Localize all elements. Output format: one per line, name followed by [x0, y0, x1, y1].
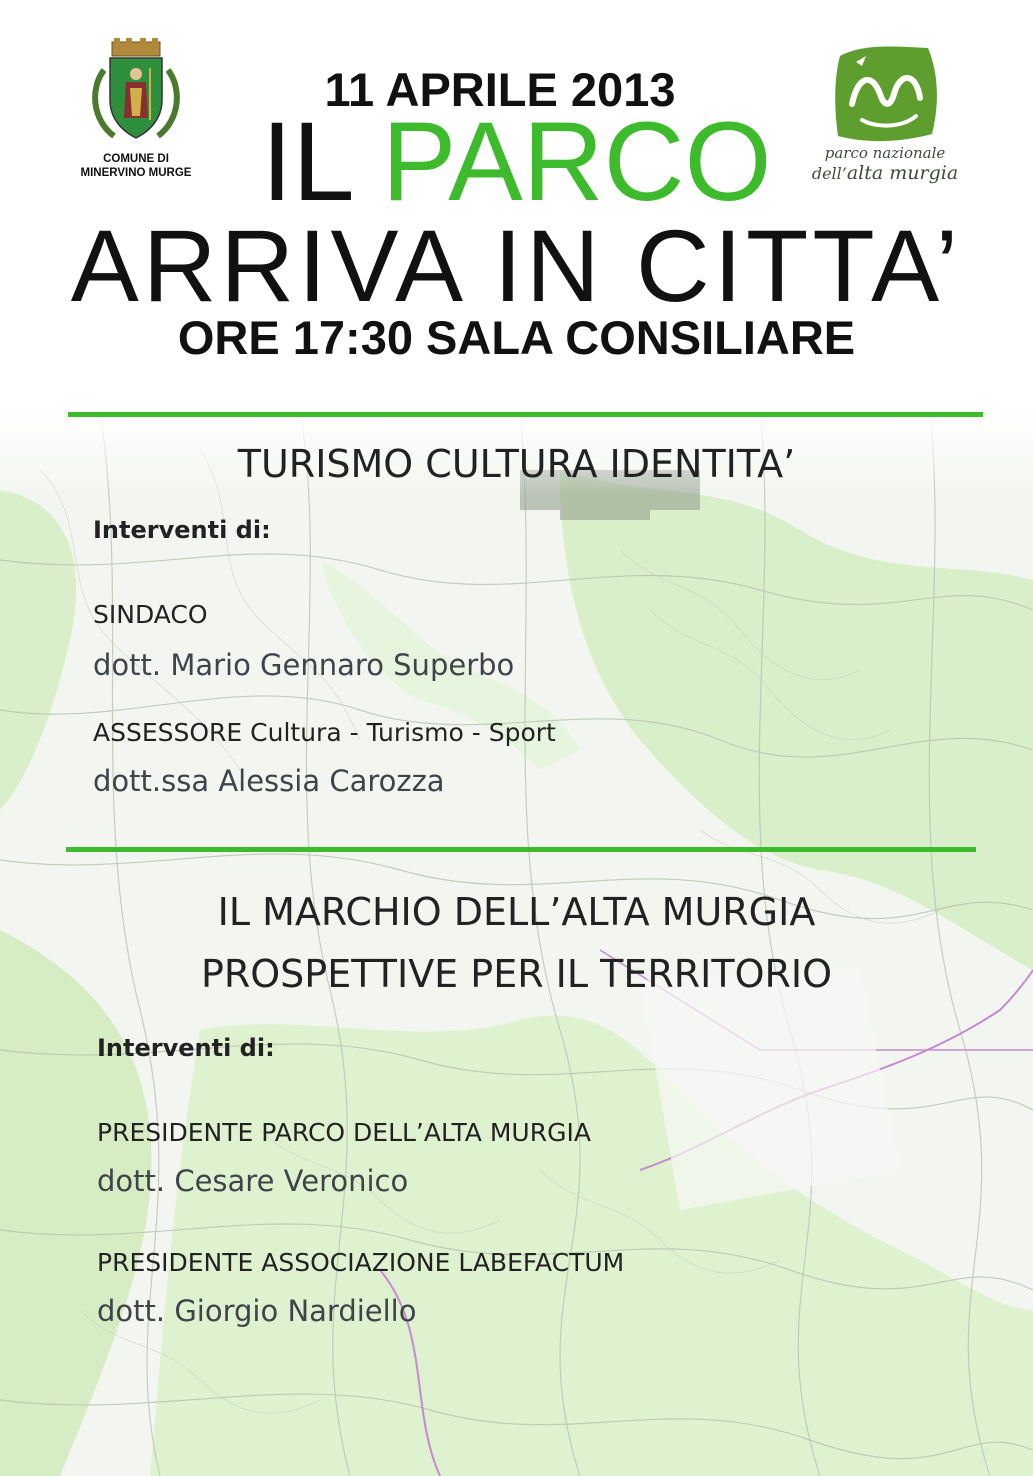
comune-caption-line2: MINERVINO MURGE [80, 167, 192, 179]
top-divider [68, 412, 983, 417]
middle-divider [66, 847, 976, 852]
section1-speaker2-name: dott.ssa Alessia Carozza [93, 764, 445, 798]
section1-speaker1-name: dott. Mario Gennaro Superbo [93, 648, 515, 682]
title-line2: ARRIVA IN CITTA’ [70, 209, 963, 323]
section1-speaker1-role [93, 600, 208, 629]
section2-title-line1: IL MARCHIO DELL’ALTA MURGIA [217, 890, 816, 934]
park-caption-line1: parco nazionale [824, 144, 946, 162]
title-parco: PARCO [381, 99, 772, 224]
section2-speaker2-role: PRESIDENTE ASSOCIAZIONE LABEFACTUM [97, 1248, 625, 1277]
title-line1 [0, 99, 1033, 224]
speaker2-role-bold: ASSESSORE [93, 718, 243, 747]
section2-speaker1-name: dott. Cesare Veronico [97, 1164, 409, 1198]
park-caption-dell: dell’ [811, 164, 847, 183]
section2-title-line2: PROSPETTIVE PER IL TERRITORIO [200, 952, 833, 996]
speaker1-role-bold: SINDACO [93, 600, 208, 629]
section2-speaker2-name: dott. Giorgio Nardiello [97, 1294, 417, 1328]
comune-caption-line1: COMUNE DI [103, 153, 169, 165]
park-caption-alta-murgia: alta murgia [846, 162, 959, 184]
title-il: IL [261, 99, 351, 224]
section2-speaker1-role: PRESIDENTE PARCO DELL’ALTA MURGIA [97, 1118, 591, 1147]
section1-title: TURISMO CULTURA IDENTITA’ [237, 442, 796, 486]
event-date: 11 APRILE 2013 [324, 63, 676, 116]
section1-speaker2-role [93, 718, 556, 747]
time-and-venue: ORE 17:30 SALA CONSILIARE [177, 311, 856, 364]
speaker2-role-rest: Cultura - Turismo - Sport [242, 718, 556, 747]
section1-interventi-label: Interventi di: [93, 516, 271, 544]
section2-interventi-label: Interventi di: [97, 1034, 275, 1062]
